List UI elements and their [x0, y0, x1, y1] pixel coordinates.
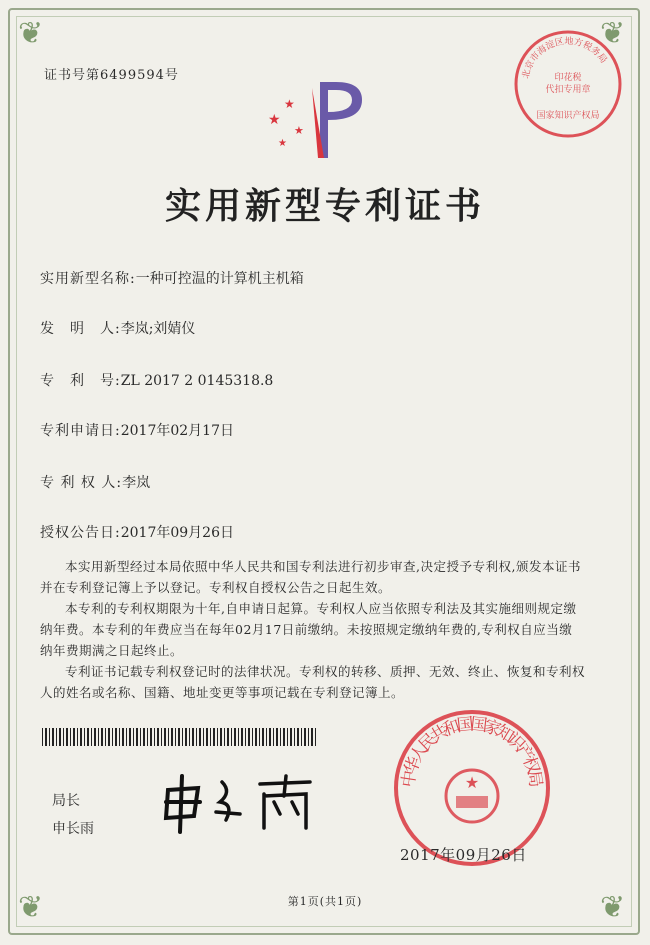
corner-ornament-icon: ❦: [18, 16, 44, 51]
field-name-value: 一种可控温的计算机主机箱: [135, 271, 304, 287]
paragraph-3: 专利证书记载专利权登记时的法律状况。专利权的转移、质押、无效、终止、恢复和专利权人的姓名或名称、国籍、地址变更等事项记载在专利登记簿上。: [40, 664, 586, 700]
field-announce-date-label: 授权公告日:: [40, 525, 121, 541]
signatory-title: 局长: [52, 793, 80, 809]
tax-stamp-ring-text: 北京市海淀区地方税务局: [521, 36, 609, 80]
svg-text:★: ★: [278, 138, 287, 149]
field-patentee-label: 专 利 权 人:: [40, 475, 123, 491]
field-filing-date: [40, 420, 234, 440]
svg-text:★: ★: [268, 112, 281, 128]
tax-stamp-bottom: 国家知识产权局: [536, 111, 600, 121]
field-patentee: [40, 472, 150, 492]
corner-ornament-icon: ❦: [18, 890, 44, 925]
emblem-star-icon: ★: [464, 773, 480, 792]
field-inventors: [40, 318, 195, 338]
certificate-number: 证书号第6499594号: [44, 68, 179, 83]
tax-stamp: [512, 28, 624, 140]
field-filing-date-value: 2017年02月17日: [120, 423, 234, 439]
field-patent-no-value: ZL 2017 2 0145318.8: [120, 373, 274, 389]
corner-ornament-icon: ❦: [600, 16, 626, 51]
svg-text:★: ★: [294, 124, 304, 137]
stamp-date: 2017年09月26日: [400, 846, 527, 864]
handwritten-signature: [160, 772, 330, 836]
svg-text:★: ★: [284, 97, 295, 111]
field-patentee-value: 李岚: [122, 475, 151, 491]
official-stamp-ring-text: 中华人民共和国国家知识产权局: [398, 714, 546, 789]
certificate-title: 实用新型专利证书: [164, 185, 485, 227]
field-announce-date-value: 2017年09月26日: [120, 525, 234, 541]
field-inventors-value: 李岚;刘婧仪: [120, 321, 196, 337]
field-patent-no: [40, 370, 273, 390]
field-name-label: 实用新型名称:: [40, 271, 136, 287]
field-patent-no-label: 专 利 号:: [40, 373, 121, 389]
field-filing-date-label: 专利申请日:: [40, 423, 121, 439]
tax-stamp-line-1: 印花税: [554, 73, 582, 83]
barcode: [42, 728, 317, 746]
patent-office-logo: [262, 74, 382, 164]
corner-ornament-icon: ❦: [600, 890, 626, 925]
field-name: [40, 268, 304, 288]
field-inventors-label: 发 明 人:: [40, 321, 121, 337]
signatory-name: 申长雨: [52, 821, 94, 837]
page-footer: 第1页(共1页): [287, 895, 363, 908]
field-announce-date: [40, 522, 234, 542]
tax-stamp-line-2: 代扣专用章: [545, 85, 591, 95]
paragraph-2: 本专利的专利权期限为十年,自申请日起算。专利权人应当依照专利法及其实施细则规定缴纳年费。本专利的年费应当在每年02月17日前缴纳。未按照规定缴纳年费的,专利权自应当缴纳年费期满之日起终止。: [40, 601, 577, 658]
paragraph-1: 本实用新型经过本局依照中华人民共和国专利法进行初步审查,决定授予专利权,颁发本证书并在专利登记簿上予以登记。专利权自授权公告之日起生效。: [40, 559, 581, 595]
